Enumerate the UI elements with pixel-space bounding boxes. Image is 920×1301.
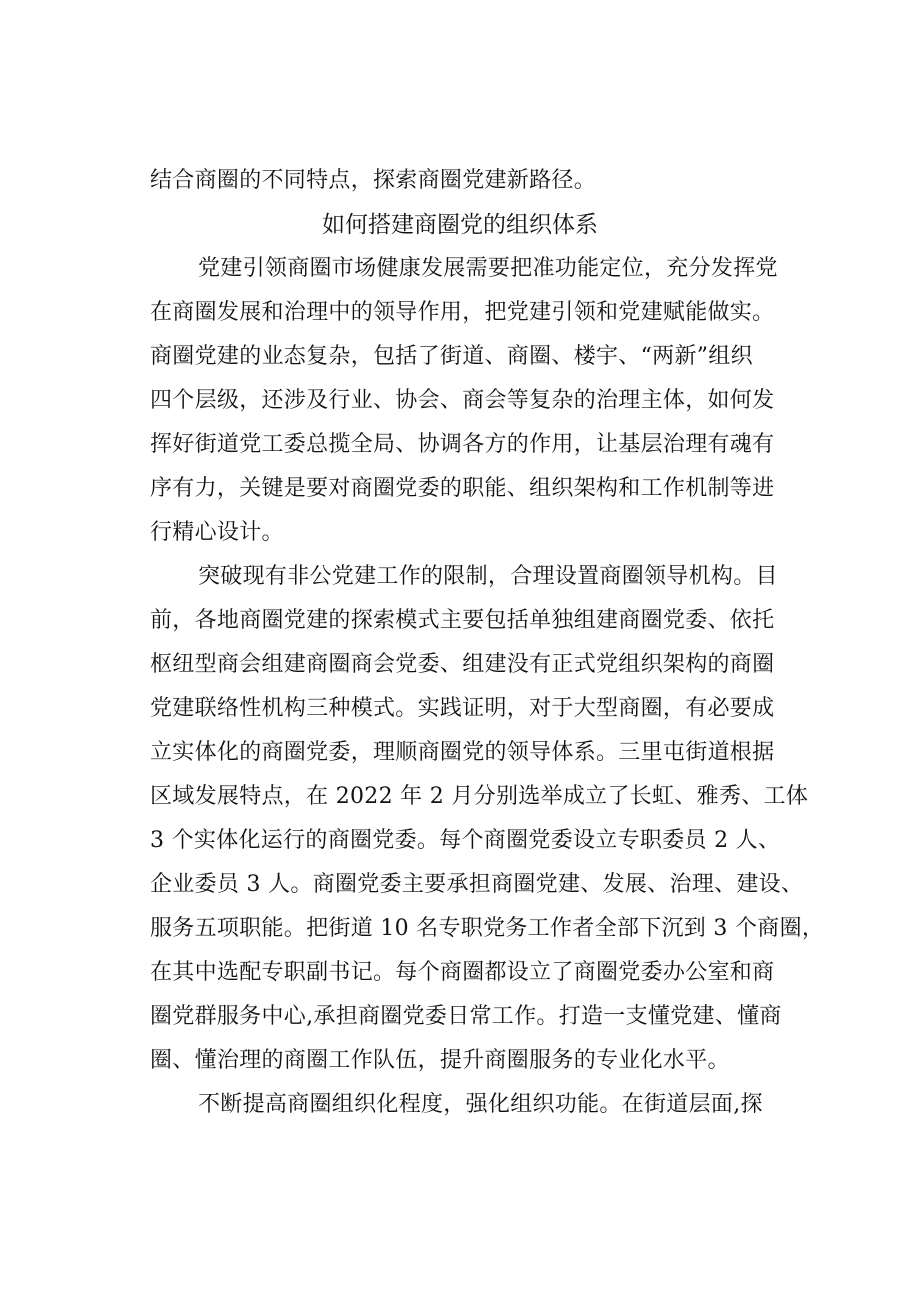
paragraph-line: 区域发展特点，在 2022 年 2 月分别选举成立了长虹、雅秀、工体 bbox=[150, 784, 809, 809]
paragraph-line: 企业委员 3 人。商圈党委主要承担商圈党建、发展、治理、建设、 bbox=[150, 872, 804, 897]
paragraph-line: 立实体化的商圈党委，理顺商圈党的领导体系。三里屯街道根据 bbox=[150, 740, 775, 765]
paragraph-line: 服务五项职能。把街道 10 名专职党务工作者全部下沉到 3 个商圈， bbox=[150, 916, 825, 941]
paragraph-line: 党建联络性机构三种模式。实践证明，对于大型商圈，有必要成 bbox=[150, 696, 775, 721]
paragraph-line: 3 个实体化运行的商圈党委。每个商圈党委设立专职委员 2 人、 bbox=[150, 828, 781, 853]
paragraph-line: 前，各地商圈党建的探索模式主要包括单独组建商圈党委、依托 bbox=[150, 608, 775, 633]
lead-line: 结合商圈的不同特点，探索商圈党建新路径。 bbox=[150, 168, 597, 193]
paragraph-line: 不断提高商圈组织化程度，强化组织功能。在街道层面,探 bbox=[198, 1092, 763, 1117]
paragraph-line: 行精心设计。 bbox=[150, 520, 284, 545]
paragraph-line: 在商圈发展和治理中的领导作用，把党建引领和党建赋能做实。 bbox=[150, 300, 775, 325]
paragraph-line: 序有力，关键是要对商圈党委的职能、组织架构和工作机制等进 bbox=[150, 476, 775, 501]
section-heading: 如何搭建商圈党的组织体系 bbox=[322, 212, 598, 238]
paragraph-line: 圈党群服务中心,承担商圈党委日常工作。打造一支懂党建、懂商 bbox=[150, 1004, 782, 1029]
paragraph-line: 党建引领商圈市场健康发展需要把准功能定位，充分发挥党 bbox=[198, 256, 778, 281]
paragraph-line: 突破现有非公党建工作的限制，合理设置商圈领导机构。目 bbox=[198, 564, 778, 589]
paragraph-line: 枢纽型商会组建商圈商会党委、组建没有正式党组织架构的商圈 bbox=[150, 652, 775, 677]
paragraph-line: 四个层级，还涉及行业、协会、商会等复杂的治理主体，如何发 bbox=[150, 388, 775, 413]
paragraph-line: 圈、懂治理的商圈工作队伍，提升商圈服务的专业化水平。 bbox=[150, 1048, 730, 1073]
paragraph-line: 在其中选配专职副书记。每个商圈都设立了商圈党委办公室和商 bbox=[150, 960, 775, 985]
paragraph-line: 挥好街道党工委总揽全局、协调各方的作用，让基层治理有魂有 bbox=[150, 432, 775, 457]
paragraph-line: 商圈党建的业态复杂，包括了街道、商圈、楼宇、“两新”组织 bbox=[150, 344, 753, 369]
